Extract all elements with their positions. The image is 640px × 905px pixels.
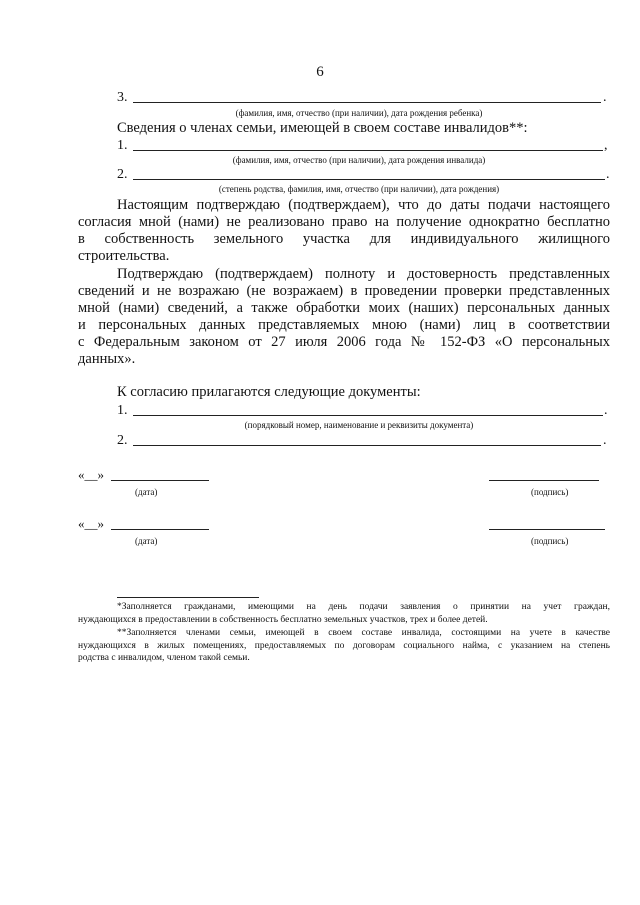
documents-heading: К согласию прилагаются следующие документы: (117, 384, 421, 400)
page-number: 6 (316, 64, 324, 80)
signature-field-2[interactable] (489, 529, 605, 530)
date-caption-2: (дата) (135, 536, 158, 546)
date-caption-1: (дата) (135, 487, 158, 497)
date-prefix-1: «__» (78, 467, 104, 482)
item-number: 2. (117, 433, 128, 448)
fill-line[interactable] (133, 445, 601, 446)
item-end-punct: . (604, 403, 608, 418)
document-item-1 (117, 402, 607, 420)
child-caption: (фамилия, имя, отчество (при наличии), дата рождения ребенка) (235, 108, 483, 118)
disabled-members-heading: Сведения о членах семьи, имеющей в своем составе инвалидов**: (117, 120, 528, 136)
date-prefix-2: «__» (78, 516, 104, 531)
fill-line[interactable] (133, 179, 605, 180)
disabled-1-caption: (фамилия, имя, отчество (при наличии), дата рождения инвалида) (232, 155, 486, 165)
item-number: 1. (117, 403, 128, 418)
paragraph-consent: Подтверждаю (подтверждаем) полноту и достоверность представленных сведений и не возражаю (не возражаем) в проведении проверки представленных мной (нами) сведений, а также обработки моих (наших) персональных данных и персональных данных представляемых мною (нами) лиц в соответствии с Федеральным законом от 27 июля 2006 года № 152-ФЗ «О персональных данных». (78, 266, 610, 367)
item-end-punct: . (606, 167, 610, 182)
fill-line[interactable] (133, 415, 603, 416)
date-field-2[interactable] (111, 529, 209, 530)
item-number: 1. (117, 138, 128, 153)
date-field-1[interactable] (111, 480, 209, 481)
disabled-2-caption: (степень родства, фамилия, имя, отчество (при наличии), дата рождения) (218, 184, 500, 194)
item-end-punct: , (604, 138, 608, 153)
item-number: 2. (117, 167, 128, 182)
footnote-single-asterisk: *Заполняется гражданами, имеющими на день подачи заявления о принятии на учет граждан, нуждающихся в предоставлении в собственность бесплатно земельных участков, трех и более детей. (78, 602, 610, 625)
disabled-item-2 (117, 166, 610, 184)
fill-line[interactable] (133, 150, 603, 151)
child-item-3 (117, 89, 607, 107)
footnote-separator (117, 597, 259, 598)
paragraph-confirmation: Настоящим подтверждаю (подтверждаем), что до даты подачи настоящего согласия мной (нами) не реализовано право на получение однократно бесплатно в собственность земельного участка для индивидуального жилищного строительства. (78, 197, 610, 264)
item-number: 3. (117, 90, 128, 105)
signature-field-1[interactable] (489, 480, 599, 481)
item-end-punct: . (603, 433, 607, 448)
item-end-punct: . (603, 90, 607, 105)
document-item-2 (117, 432, 607, 450)
disabled-item-1 (117, 137, 607, 155)
fill-line[interactable] (133, 102, 601, 103)
signature-caption-1: (подпись) (531, 487, 569, 497)
document-caption: (порядковый номер, наименование и реквизиты документа) (244, 420, 474, 430)
footnote-double-asterisk: **Заполняется членами семьи, имеющей в своем составе инвалида, состоящими на учете в качестве нуждающихся в жилых помещениях, предоставляемых по договорам социального найма, с указанием на степень родства с инвалидом, членом такой семьи. (78, 628, 610, 663)
signature-caption-2: (подпись) (531, 536, 569, 546)
